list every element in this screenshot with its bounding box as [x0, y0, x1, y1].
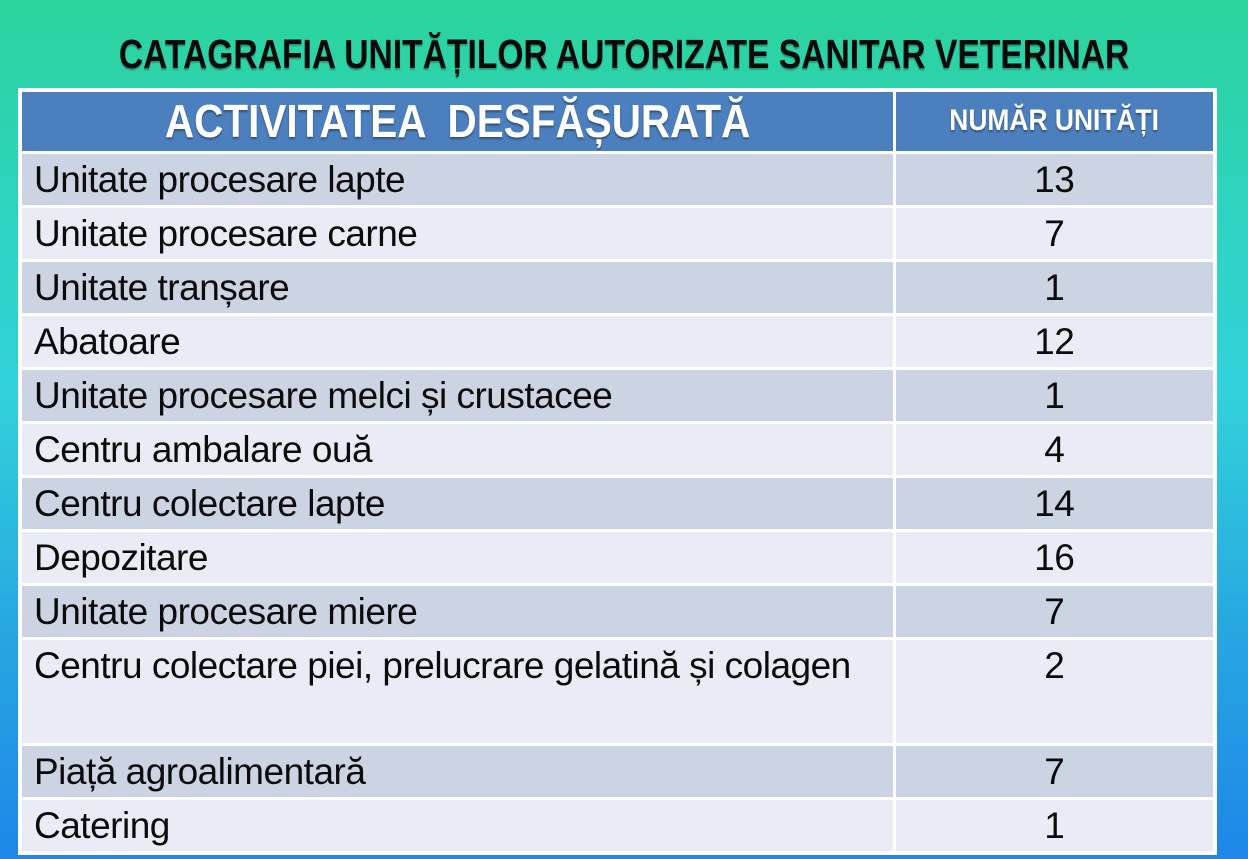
header-count: NUMĂR UNITĂȚI: [894, 90, 1215, 152]
count-cell: 1: [894, 798, 1215, 853]
authorized-units-table: [18, 88, 1217, 855]
count-cell: 7: [894, 206, 1215, 260]
activity-cell: Catering: [20, 798, 894, 853]
table-header-row: [20, 90, 1215, 152]
activity-cell: Unitate procesare melci și crustacee: [20, 368, 894, 422]
count-cell: 7: [894, 584, 1215, 638]
table-row: [20, 638, 1215, 744]
table-row: [20, 422, 1215, 476]
count-cell: 12: [894, 314, 1215, 368]
count-cell: 4: [894, 422, 1215, 476]
activity-cell: Unitate tranșare: [20, 260, 894, 314]
activity-cell: Centru colectare piei, prelucrare gelatină și colagen: [20, 638, 894, 744]
table-row: [20, 530, 1215, 584]
activity-cell: Centru colectare lapte: [20, 476, 894, 530]
activity-cell: Centru ambalare ouă: [20, 422, 894, 476]
activity-cell: Abatoare: [20, 314, 894, 368]
count-cell: 13: [894, 152, 1215, 206]
table-row: [20, 476, 1215, 530]
table-row: [20, 798, 1215, 853]
slide-title-text: CATAGRAFIA UNITĂȚILOR AUTORIZATE SANITAR VETERINAR: [118, 31, 1130, 77]
table-row: [20, 152, 1215, 206]
activity-cell: Depozitare: [20, 530, 894, 584]
table-row: [20, 744, 1215, 798]
activity-cell: Unitate procesare lapte: [20, 152, 894, 206]
count-cell: 16: [894, 530, 1215, 584]
count-cell: 2: [894, 638, 1215, 744]
slide-title: [0, 33, 1248, 76]
count-cell: 7: [894, 744, 1215, 798]
activity-cell: Unitate procesare carne: [20, 206, 894, 260]
table-row: [20, 368, 1215, 422]
table-row: [20, 206, 1215, 260]
count-cell: 1: [894, 260, 1215, 314]
table-row: [20, 584, 1215, 638]
activity-cell: Piață agroalimentară: [20, 744, 894, 798]
count-cell: 14: [894, 476, 1215, 530]
activity-cell: Unitate procesare miere: [20, 584, 894, 638]
table-row: [20, 314, 1215, 368]
header-activity: ACTIVITATEA DESFĂȘURATĂ: [20, 90, 894, 152]
table-row: [20, 260, 1215, 314]
count-cell: 1: [894, 368, 1215, 422]
